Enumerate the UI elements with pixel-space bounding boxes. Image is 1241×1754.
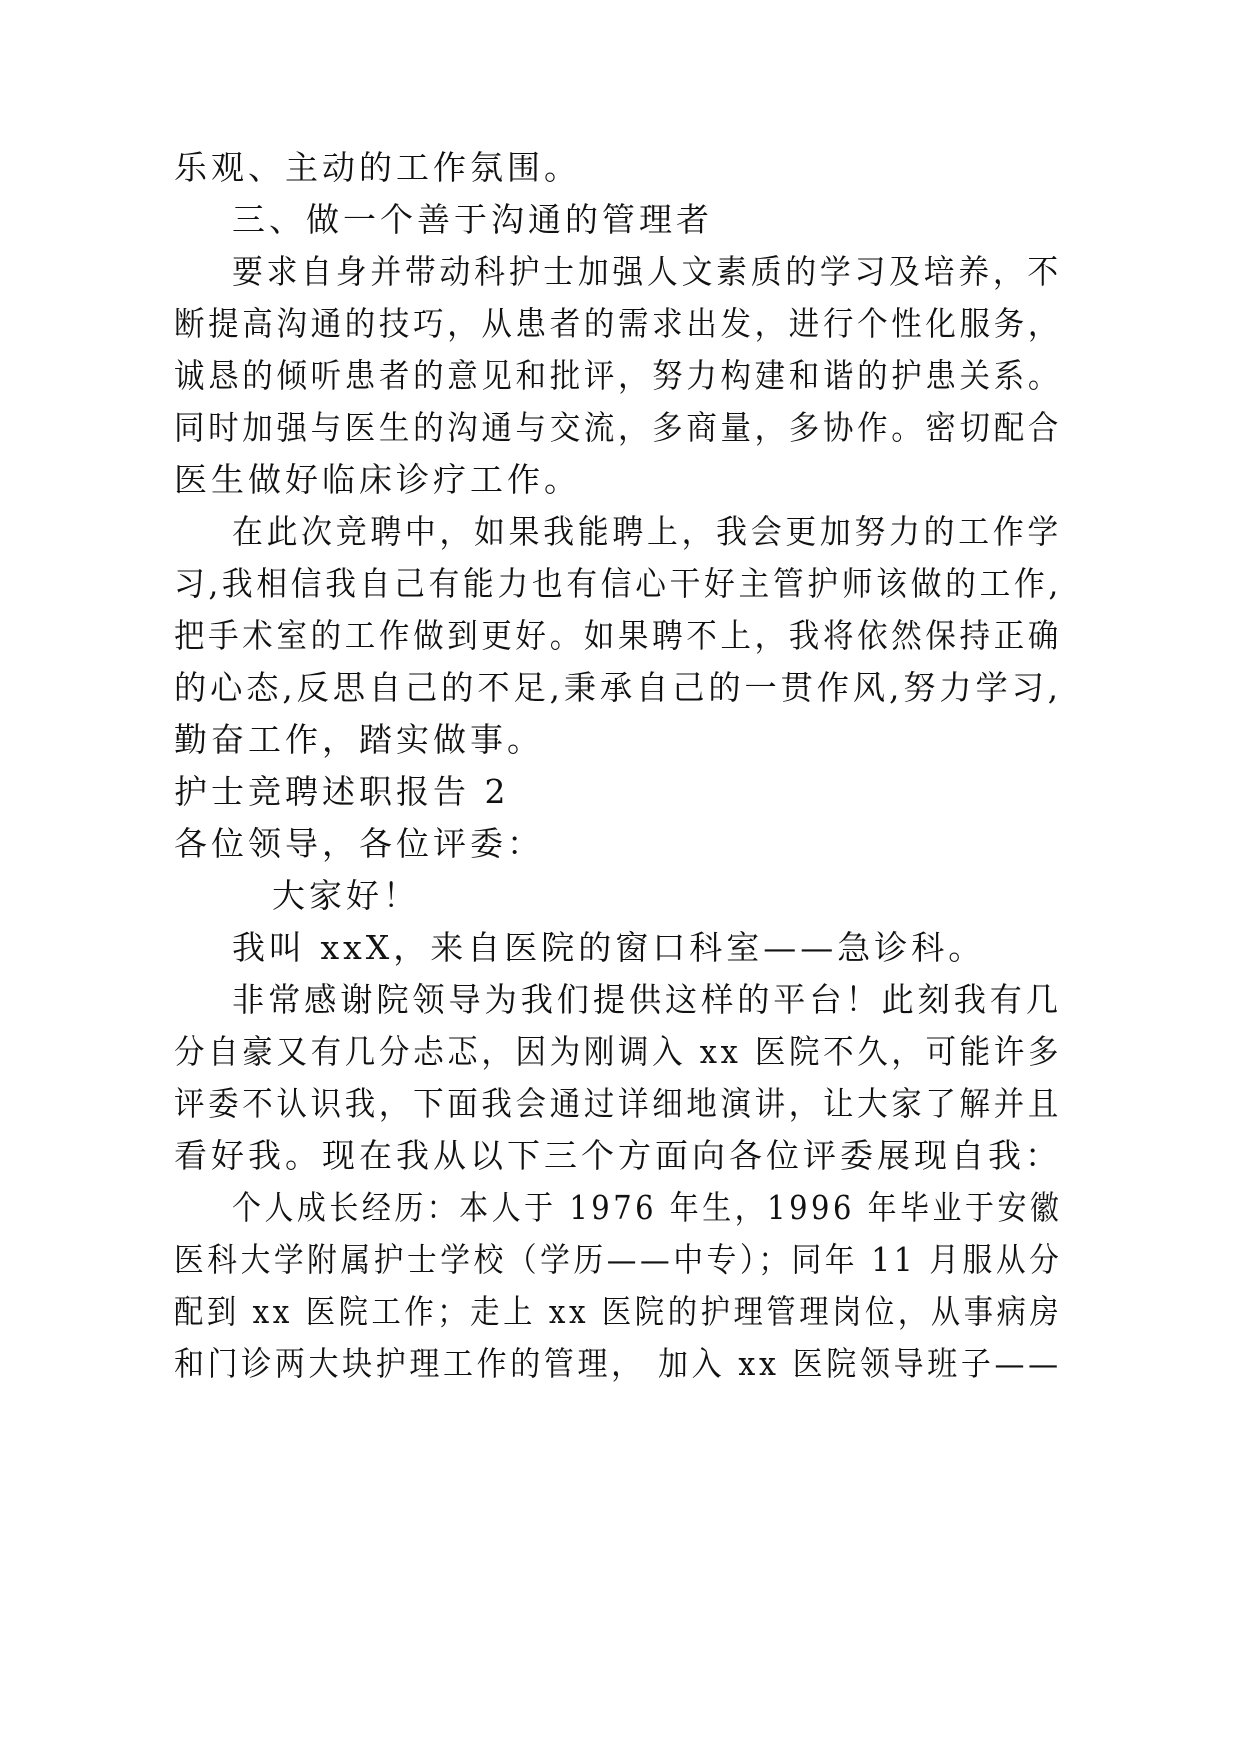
paragraph-line: 乐观、主动的工作氛围。 — [174, 148, 581, 187]
paragraph-line: 看好我。现在我从以下三个方面向各位评委展现自我： — [174, 1136, 1062, 1175]
paragraph-line: 非常感谢院领导为我们提供这样的平台！此刻我有几 — [232, 980, 1062, 1019]
greeting: 大家好！ — [272, 876, 420, 915]
paragraph-line: 配到 xx 医院工作；走上 xx 医院的护理管理岗位，从事病房 — [174, 1292, 1063, 1331]
paragraph-line: 勤奋工作，踏实做事。 — [174, 720, 544, 759]
paragraph-line: 医科大学附属护士学校（学历——中专）；同年 11 月服从分 — [174, 1240, 1063, 1279]
paragraph-line: 诚恳的倾听患者的意见和批评，努力构建和谐的护患关系。 — [174, 356, 1063, 395]
paragraph-line: 评委不认识我，下面我会通过详细地演讲，让大家了解并且 — [174, 1084, 1063, 1123]
paragraph-line: 断提高沟通的技巧，从患者的需求出发，进行个性化服务， — [174, 304, 1063, 343]
paragraph-line: 习,我相信我自己有能力也有信心干好主管护师该做的工作, — [174, 564, 1062, 603]
paragraph-line: 分自豪又有几分忐忑，因为刚调入 xx 医院不久，可能许多 — [174, 1032, 1063, 1071]
paragraph-line: 医生做好临床诊疗工作。 — [174, 460, 581, 499]
paragraph-line: 的心态,反思自己的不足,秉承自己的一贯作风,努力学习, — [174, 668, 1062, 707]
paragraph-line: 在此次竞聘中，如果我能聘上，我会更加努力的工作学 — [232, 512, 1063, 551]
report-title: 护士竞聘述职报告 2 — [174, 772, 510, 811]
section-heading: 三、做一个善于沟通的管理者 — [232, 200, 713, 239]
salutation: 各位领导，各位评委： — [174, 824, 544, 863]
paragraph-line: 同时加强与医生的沟通与交流，多商量，多协作。密切配合 — [174, 408, 1063, 447]
paragraph-line: 把手术室的工作做到更好。如果聘不上，我将依然保持正确 — [174, 616, 1063, 655]
paragraph-line: 我叫 xxX，来自医院的窗口科室——急诊科。 — [232, 928, 986, 967]
paragraph-line: 要求自身并带动科护士加强人文素质的学习及培养，不 — [232, 252, 1063, 291]
paragraph-line: 和门诊两大块护理工作的管理， 加入 xx 医院领导班子—— — [174, 1344, 1062, 1383]
paragraph-line: 个人成长经历：本人于 1976 年生，1996 年毕业于安徽 — [232, 1188, 1063, 1227]
